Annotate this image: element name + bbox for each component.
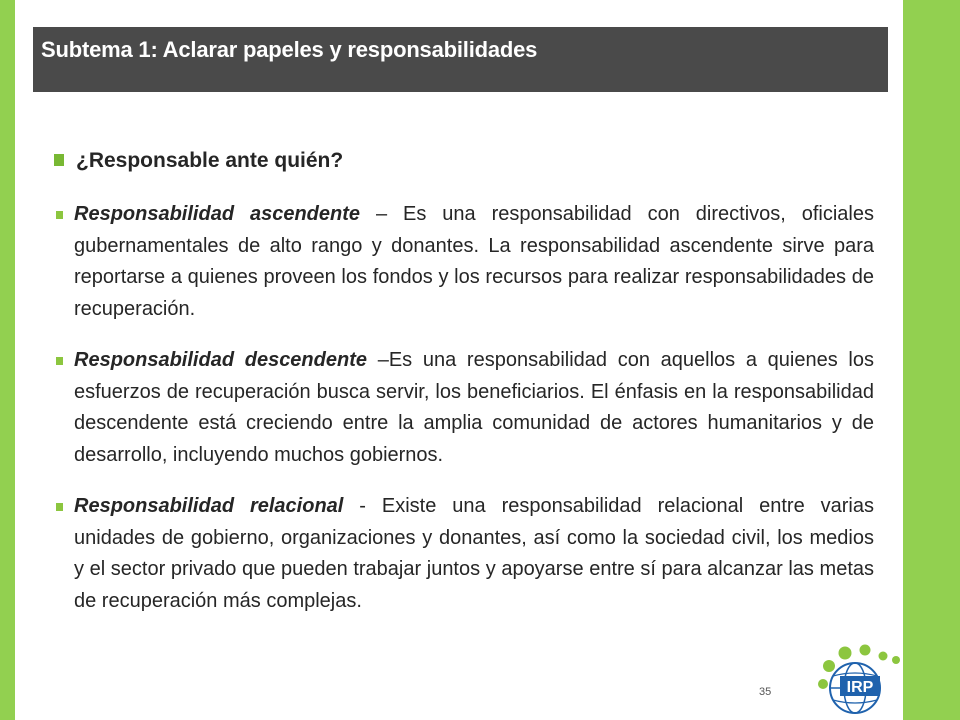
- bullet-term: Responsabilidad ascendente: [74, 203, 361, 225]
- bullet-item-ascendente: [52, 199, 874, 325]
- irp-logo-icon: [813, 640, 901, 718]
- heading-row: [52, 145, 874, 179]
- bullet-text: –Es una responsabilidad con aquellos a quienes los esfuerzos de recuperación busca servir, los beneficiarios. El énfasis en la responsabilidad descendente está creciendo entre la amplia comunidad de actores humanitarios y de desarrollo, incluyendo muchos gobiernos.: [74, 349, 874, 466]
- square-bullet-icon: [56, 211, 63, 219]
- bullet-term: Responsabilidad descendente: [74, 349, 367, 371]
- slide-content: [52, 145, 874, 627]
- square-bullet-icon: [56, 503, 63, 511]
- bullet-item-descendente: [52, 345, 874, 471]
- bullet-term: Responsabilidad relacional: [74, 495, 344, 517]
- slide-title: Subtema 1: Aclarar papeles y responsabilidades: [41, 37, 538, 62]
- right-accent-band: [903, 0, 960, 720]
- square-bullet-icon: [54, 154, 64, 166]
- bullet-text: – Es una responsabilidad con directivos, oficiales gubernamentales de alto rango y donantes. La responsabilidad ascendente sirve para reportarse a quienes proveen los fondos y los recursos para realizar responsabilidades de recuperación.: [74, 203, 874, 320]
- bullet-item-relacional: [52, 491, 874, 617]
- square-bullet-icon: [56, 357, 63, 365]
- left-accent-band: [0, 0, 15, 720]
- svg-text:IRP: IRP: [846, 679, 874, 696]
- section-heading: ¿Responsable ante quién?: [76, 149, 344, 172]
- bullet-text: - Existe una responsabilidad relacional entre varias unidades de gobierno, organizaciones y donantes, así como la sociedad civil, los medios y el sector privado que pueden trabajar juntos y apoyarse entre sí para alcanzar las metas de recuperación más complejas.: [74, 495, 874, 612]
- title-bar: [33, 27, 888, 92]
- page-number: 35: [759, 686, 772, 698]
